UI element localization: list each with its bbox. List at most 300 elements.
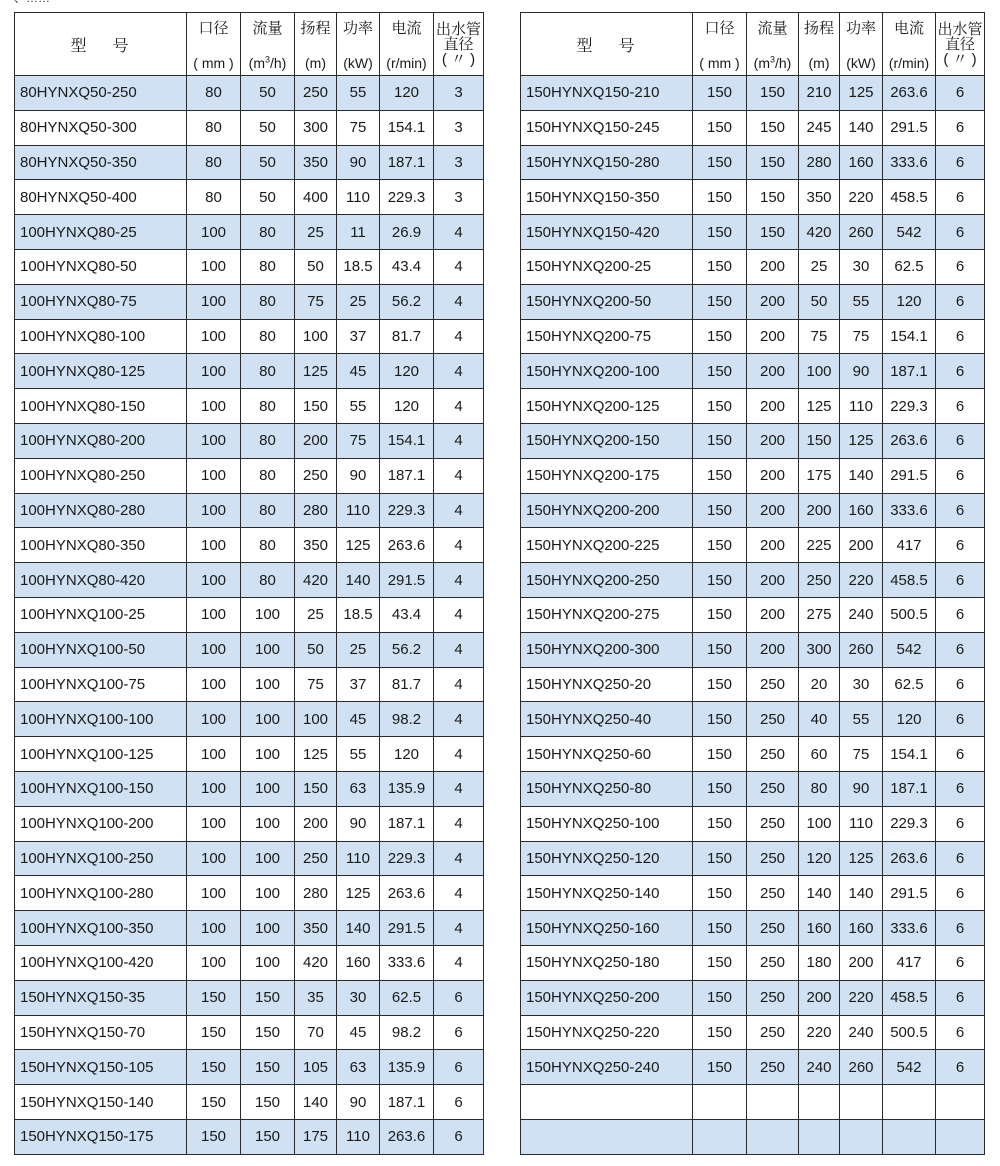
table-row bbox=[15, 493, 484, 528]
table-row bbox=[15, 319, 484, 354]
head-cell: 120 bbox=[799, 841, 840, 876]
flow-cell: 50 bbox=[241, 76, 295, 111]
speed-cell: 187.1 bbox=[380, 145, 434, 180]
table-row bbox=[15, 180, 484, 215]
speed-cell: 81.7 bbox=[380, 319, 434, 354]
table-row bbox=[15, 215, 484, 250]
diameter-cell: 100 bbox=[187, 423, 241, 458]
head-cell: 100 bbox=[799, 354, 840, 389]
diameter-cell: 150 bbox=[187, 1119, 241, 1154]
model-cell: 80HYNXQ50-250 bbox=[15, 76, 187, 111]
flow-cell: 250 bbox=[747, 771, 799, 806]
power-cell: 18.5 bbox=[337, 249, 380, 284]
flow-cell: 150 bbox=[747, 110, 799, 145]
flow-cell: 250 bbox=[747, 911, 799, 946]
head-cell: 100 bbox=[799, 806, 840, 841]
speed-cell: 263.6 bbox=[380, 876, 434, 911]
flow-cell: 100 bbox=[241, 737, 295, 772]
diameter-cell: 150 bbox=[693, 911, 747, 946]
outlet-cell: 4 bbox=[434, 528, 484, 563]
flow-cell: 80 bbox=[241, 458, 295, 493]
diameter-cell: 150 bbox=[693, 1050, 747, 1085]
head-cell: 240 bbox=[799, 1050, 840, 1085]
power-cell: 25 bbox=[337, 632, 380, 667]
head-cell: 100 bbox=[295, 702, 337, 737]
diameter-cell: 150 bbox=[693, 945, 747, 980]
model-cell: 150HYNXQ250-180 bbox=[521, 945, 693, 980]
flow-cell: 80 bbox=[241, 389, 295, 424]
flow-cell: 50 bbox=[241, 180, 295, 215]
model-cell: 80HYNXQ50-300 bbox=[15, 110, 187, 145]
speed-cell: 56.2 bbox=[380, 284, 434, 319]
outlet-cell: 6 bbox=[936, 1015, 985, 1050]
diameter-cell: 80 bbox=[187, 110, 241, 145]
head-cell: 250 bbox=[799, 563, 840, 598]
flow-cell: 100 bbox=[241, 911, 295, 946]
flow-cell: 100 bbox=[241, 667, 295, 702]
power-cell: 25 bbox=[337, 284, 380, 319]
model-cell: 150HYNXQ200-75 bbox=[521, 319, 693, 354]
speed-cell bbox=[883, 1119, 936, 1154]
outlet-cell: 6 bbox=[936, 841, 985, 876]
flow-cell: 200 bbox=[747, 389, 799, 424]
power-cell: 140 bbox=[337, 563, 380, 598]
outlet-cell: 6 bbox=[936, 667, 985, 702]
flow-cell: 80 bbox=[241, 354, 295, 389]
diameter-cell: 100 bbox=[187, 876, 241, 911]
outlet-cell: 4 bbox=[434, 597, 484, 632]
model-cell: 150HYNXQ250-200 bbox=[521, 980, 693, 1015]
model-cell: 150HYNXQ200-225 bbox=[521, 528, 693, 563]
outlet-cell: 6 bbox=[936, 76, 985, 111]
head-cell: 25 bbox=[295, 597, 337, 632]
power-cell: 45 bbox=[337, 702, 380, 737]
diameter-cell: 100 bbox=[187, 667, 241, 702]
cropped-heading-fragment bbox=[14, 0, 84, 5]
outlet-cell: 6 bbox=[434, 1119, 484, 1154]
speed-cell: 291.5 bbox=[380, 911, 434, 946]
table-row bbox=[15, 563, 484, 598]
speed-cell: 120 bbox=[883, 284, 936, 319]
model-cell: 100HYNXQ100-280 bbox=[15, 876, 187, 911]
table-row bbox=[15, 110, 484, 145]
table-row bbox=[15, 389, 484, 424]
head-cell: 50 bbox=[295, 249, 337, 284]
power-cell: 260 bbox=[840, 1050, 883, 1085]
flow-cell: 80 bbox=[241, 563, 295, 598]
speed-cell: 120 bbox=[380, 389, 434, 424]
model-cell bbox=[521, 1119, 693, 1154]
speed-cell: 500.5 bbox=[883, 597, 936, 632]
diameter-cell: 150 bbox=[693, 737, 747, 772]
power-cell: 160 bbox=[840, 145, 883, 180]
table-row bbox=[15, 1119, 484, 1154]
speed-cell: 56.2 bbox=[380, 632, 434, 667]
header-model: 型 号 bbox=[15, 13, 187, 76]
power-cell: 45 bbox=[337, 1015, 380, 1050]
table-header-row bbox=[521, 13, 985, 76]
speed-cell: 263.6 bbox=[380, 1119, 434, 1154]
power-cell: 110 bbox=[337, 180, 380, 215]
speed-cell: 417 bbox=[883, 945, 936, 980]
speed-cell: 43.4 bbox=[380, 597, 434, 632]
speed-cell: 135.9 bbox=[380, 1050, 434, 1085]
power-cell: 75 bbox=[337, 110, 380, 145]
flow-cell: 200 bbox=[747, 493, 799, 528]
head-cell: 350 bbox=[799, 180, 840, 215]
head-cell: 125 bbox=[295, 354, 337, 389]
spec-table-left bbox=[14, 12, 484, 1155]
table-row bbox=[521, 110, 985, 145]
power-cell: 110 bbox=[840, 806, 883, 841]
flow-cell: 80 bbox=[241, 493, 295, 528]
header-power: 功率 (kW) bbox=[840, 13, 883, 76]
table-row bbox=[521, 597, 985, 632]
table-row bbox=[15, 597, 484, 632]
outlet-cell: 6 bbox=[936, 458, 985, 493]
outlet-cell: 6 bbox=[936, 528, 985, 563]
model-cell: 150HYNXQ200-150 bbox=[521, 423, 693, 458]
model-cell: 100HYNXQ100-150 bbox=[15, 771, 187, 806]
outlet-cell: 6 bbox=[936, 493, 985, 528]
spec-table-right bbox=[520, 12, 985, 1155]
model-cell: 150HYNXQ150-245 bbox=[521, 110, 693, 145]
table-row bbox=[521, 632, 985, 667]
head-cell: 250 bbox=[295, 841, 337, 876]
diameter-cell: 150 bbox=[693, 249, 747, 284]
outlet-cell: 6 bbox=[936, 876, 985, 911]
diameter-cell: 150 bbox=[693, 423, 747, 458]
outlet-cell: 4 bbox=[434, 911, 484, 946]
model-cell: 150HYNXQ200-275 bbox=[521, 597, 693, 632]
diameter-cell: 80 bbox=[187, 145, 241, 180]
power-cell: 75 bbox=[840, 737, 883, 772]
table-body-right bbox=[521, 76, 985, 1155]
speed-cell: 43.4 bbox=[380, 249, 434, 284]
speed-cell: 458.5 bbox=[883, 563, 936, 598]
model-cell: 100HYNXQ100-420 bbox=[15, 945, 187, 980]
head-cell: 105 bbox=[295, 1050, 337, 1085]
outlet-cell: 6 bbox=[936, 980, 985, 1015]
speed-cell bbox=[883, 1085, 936, 1120]
table-row bbox=[521, 1015, 985, 1050]
outlet-cell: 6 bbox=[936, 423, 985, 458]
outlet-cell: 4 bbox=[434, 458, 484, 493]
flow-cell: 150 bbox=[241, 1050, 295, 1085]
flow-cell: 200 bbox=[747, 354, 799, 389]
power-cell bbox=[840, 1119, 883, 1154]
flow-cell: 50 bbox=[241, 145, 295, 180]
power-cell: 110 bbox=[337, 493, 380, 528]
outlet-cell: 6 bbox=[936, 145, 985, 180]
head-cell: 150 bbox=[295, 389, 337, 424]
diameter-cell: 150 bbox=[693, 806, 747, 841]
model-cell: 150HYNXQ150-70 bbox=[15, 1015, 187, 1050]
table-row bbox=[521, 493, 985, 528]
model-cell: 100HYNXQ80-25 bbox=[15, 215, 187, 250]
flow-cell bbox=[747, 1085, 799, 1120]
header-diameter: 口径 ( mm ) bbox=[693, 13, 747, 76]
head-cell: 200 bbox=[799, 980, 840, 1015]
speed-cell: 120 bbox=[380, 76, 434, 111]
power-cell: 220 bbox=[840, 563, 883, 598]
speed-cell: 333.6 bbox=[883, 145, 936, 180]
head-cell: 175 bbox=[295, 1119, 337, 1154]
diameter-cell: 100 bbox=[187, 389, 241, 424]
head-cell: 140 bbox=[295, 1085, 337, 1120]
outlet-cell: 4 bbox=[434, 806, 484, 841]
model-cell: 100HYNXQ100-250 bbox=[15, 841, 187, 876]
outlet-cell: 6 bbox=[936, 597, 985, 632]
table-row bbox=[521, 702, 985, 737]
head-cell: 150 bbox=[295, 771, 337, 806]
power-cell: 110 bbox=[840, 389, 883, 424]
header-head: 扬程 (m) bbox=[799, 13, 840, 76]
speed-cell: 417 bbox=[883, 528, 936, 563]
model-cell: 100HYNXQ80-350 bbox=[15, 528, 187, 563]
flow-cell: 250 bbox=[747, 667, 799, 702]
diameter-cell: 100 bbox=[187, 354, 241, 389]
flow-cell: 250 bbox=[747, 841, 799, 876]
flow-cell: 100 bbox=[241, 632, 295, 667]
diameter-cell: 150 bbox=[187, 1015, 241, 1050]
model-cell: 150HYNXQ250-120 bbox=[521, 841, 693, 876]
outlet-cell: 4 bbox=[434, 215, 484, 250]
power-cell: 125 bbox=[840, 423, 883, 458]
outlet-cell: 6 bbox=[936, 249, 985, 284]
speed-cell: 154.1 bbox=[380, 423, 434, 458]
diameter-cell: 100 bbox=[187, 215, 241, 250]
head-cell: 200 bbox=[295, 423, 337, 458]
outlet-cell: 6 bbox=[936, 806, 985, 841]
speed-cell: 542 bbox=[883, 632, 936, 667]
outlet-cell: 3 bbox=[434, 180, 484, 215]
model-cell: 150HYNXQ200-50 bbox=[521, 284, 693, 319]
table-row bbox=[15, 945, 484, 980]
head-cell: 210 bbox=[799, 76, 840, 111]
speed-cell: 291.5 bbox=[883, 458, 936, 493]
flow-cell: 150 bbox=[747, 76, 799, 111]
head-cell: 40 bbox=[799, 702, 840, 737]
head-cell: 140 bbox=[799, 876, 840, 911]
outlet-cell: 6 bbox=[936, 737, 985, 772]
header-flow: 流量 $(m^3/h)$ bbox=[747, 13, 799, 76]
power-cell: 90 bbox=[337, 458, 380, 493]
speed-cell: 333.6 bbox=[883, 911, 936, 946]
model-cell: 150HYNXQ200-250 bbox=[521, 563, 693, 598]
power-cell: 55 bbox=[337, 737, 380, 772]
flow-cell: 200 bbox=[747, 319, 799, 354]
outlet-cell: 6 bbox=[936, 702, 985, 737]
model-cell: 100HYNXQ80-420 bbox=[15, 563, 187, 598]
speed-cell: 458.5 bbox=[883, 180, 936, 215]
outlet-cell: 3 bbox=[434, 76, 484, 111]
model-cell: 150HYNXQ150-175 bbox=[15, 1119, 187, 1154]
model-cell: 80HYNXQ50-400 bbox=[15, 180, 187, 215]
outlet-cell: 4 bbox=[434, 249, 484, 284]
speed-cell: 187.1 bbox=[883, 771, 936, 806]
model-cell: 100HYNXQ80-150 bbox=[15, 389, 187, 424]
speed-cell: 62.5 bbox=[380, 980, 434, 1015]
speed-cell: 333.6 bbox=[883, 493, 936, 528]
table-row bbox=[521, 911, 985, 946]
head-cell: 20 bbox=[799, 667, 840, 702]
flow-cell: 150 bbox=[747, 145, 799, 180]
table-row bbox=[521, 145, 985, 180]
speed-cell: 291.5 bbox=[883, 110, 936, 145]
table-row bbox=[15, 1050, 484, 1085]
speed-cell: 154.1 bbox=[883, 319, 936, 354]
model-cell: 100HYNXQ100-350 bbox=[15, 911, 187, 946]
power-cell: 125 bbox=[337, 876, 380, 911]
table-row bbox=[15, 771, 484, 806]
diameter-cell: 150 bbox=[693, 319, 747, 354]
head-cell bbox=[799, 1119, 840, 1154]
model-cell: 100HYNXQ80-50 bbox=[15, 249, 187, 284]
power-cell: 160 bbox=[337, 945, 380, 980]
flow-cell: 100 bbox=[241, 841, 295, 876]
model-cell: 80HYNXQ50-350 bbox=[15, 145, 187, 180]
power-cell: 37 bbox=[337, 319, 380, 354]
flow-cell bbox=[747, 1119, 799, 1154]
speed-cell: 542 bbox=[883, 215, 936, 250]
power-cell: 200 bbox=[840, 945, 883, 980]
head-cell: 25 bbox=[799, 249, 840, 284]
table-row bbox=[521, 771, 985, 806]
flow-cell: 250 bbox=[747, 702, 799, 737]
table-row bbox=[15, 737, 484, 772]
flow-cell: 250 bbox=[747, 1050, 799, 1085]
diameter-cell: 150 bbox=[187, 1050, 241, 1085]
diameter-cell: 150 bbox=[693, 841, 747, 876]
outlet-cell: 6 bbox=[936, 389, 985, 424]
table-row bbox=[15, 1085, 484, 1120]
outlet-cell: 6 bbox=[936, 911, 985, 946]
diameter-cell: 100 bbox=[187, 945, 241, 980]
header-diameter: 口径 ( mm ) bbox=[187, 13, 241, 76]
flow-cell: 200 bbox=[747, 458, 799, 493]
outlet-cell: 6 bbox=[434, 1015, 484, 1050]
table-row bbox=[15, 1015, 484, 1050]
outlet-cell: 4 bbox=[434, 423, 484, 458]
outlet-cell: 4 bbox=[434, 389, 484, 424]
header-flow: 流量 $(m^3/h)$ bbox=[241, 13, 295, 76]
diameter-cell: 100 bbox=[187, 702, 241, 737]
outlet-cell: 4 bbox=[434, 493, 484, 528]
speed-cell: 229.3 bbox=[380, 180, 434, 215]
head-cell: 80 bbox=[799, 771, 840, 806]
diameter-cell: 100 bbox=[187, 597, 241, 632]
speed-cell: 187.1 bbox=[380, 458, 434, 493]
power-cell: 63 bbox=[337, 771, 380, 806]
diameter-cell: 150 bbox=[693, 76, 747, 111]
table-row bbox=[15, 911, 484, 946]
head-cell: 420 bbox=[295, 563, 337, 598]
flow-cell: 200 bbox=[747, 597, 799, 632]
flow-cell: 150 bbox=[241, 1085, 295, 1120]
speed-cell: 291.5 bbox=[883, 876, 936, 911]
model-cell: 150HYNXQ150-420 bbox=[521, 215, 693, 250]
flow-cell: 250 bbox=[747, 737, 799, 772]
head-cell: 420 bbox=[295, 945, 337, 980]
speed-cell: 187.1 bbox=[380, 806, 434, 841]
outlet-cell: 6 bbox=[434, 1050, 484, 1085]
head-cell: 180 bbox=[799, 945, 840, 980]
speed-cell: 98.2 bbox=[380, 702, 434, 737]
diameter-cell: 80 bbox=[187, 76, 241, 111]
diameter-cell: 150 bbox=[693, 563, 747, 598]
head-cell: 250 bbox=[295, 458, 337, 493]
flow-cell: 80 bbox=[241, 528, 295, 563]
power-cell: 18.5 bbox=[337, 597, 380, 632]
diameter-cell: 150 bbox=[693, 389, 747, 424]
table-row bbox=[521, 180, 985, 215]
outlet-cell bbox=[936, 1119, 985, 1154]
diameter-cell: 150 bbox=[693, 458, 747, 493]
power-cell: 30 bbox=[840, 667, 883, 702]
head-cell: 125 bbox=[799, 389, 840, 424]
head-cell: 225 bbox=[799, 528, 840, 563]
head-cell: 50 bbox=[799, 284, 840, 319]
speed-cell: 458.5 bbox=[883, 980, 936, 1015]
table-row bbox=[15, 841, 484, 876]
table-row bbox=[521, 76, 985, 111]
header-head: 扬程 (m) bbox=[295, 13, 337, 76]
head-cell: 245 bbox=[799, 110, 840, 145]
head-cell: 75 bbox=[799, 319, 840, 354]
flow-cell: 200 bbox=[747, 284, 799, 319]
header-speed: 电流 (r/min) bbox=[380, 13, 434, 76]
model-cell: 100HYNXQ100-25 bbox=[15, 597, 187, 632]
diameter-cell bbox=[693, 1085, 747, 1120]
flow-cell: 80 bbox=[241, 423, 295, 458]
outlet-cell: 6 bbox=[936, 215, 985, 250]
outlet-cell: 4 bbox=[434, 563, 484, 598]
power-cell: 140 bbox=[840, 110, 883, 145]
speed-cell: 229.3 bbox=[380, 841, 434, 876]
table-row bbox=[15, 702, 484, 737]
power-cell: 55 bbox=[840, 284, 883, 319]
flow-cell: 100 bbox=[241, 806, 295, 841]
diameter-cell: 100 bbox=[187, 911, 241, 946]
model-cell: 100HYNXQ80-75 bbox=[15, 284, 187, 319]
diameter-cell: 150 bbox=[693, 354, 747, 389]
outlet-cell: 6 bbox=[936, 180, 985, 215]
power-cell: 45 bbox=[337, 354, 380, 389]
flow-cell: 100 bbox=[241, 702, 295, 737]
head-cell: 35 bbox=[295, 980, 337, 1015]
outlet-cell: 6 bbox=[936, 319, 985, 354]
speed-cell: 135.9 bbox=[380, 771, 434, 806]
outlet-cell bbox=[936, 1085, 985, 1120]
power-cell: 90 bbox=[337, 145, 380, 180]
outlet-cell: 4 bbox=[434, 771, 484, 806]
speed-cell: 229.3 bbox=[380, 493, 434, 528]
speed-cell: 229.3 bbox=[883, 806, 936, 841]
table-row bbox=[15, 458, 484, 493]
power-cell: 140 bbox=[840, 458, 883, 493]
table-row bbox=[15, 876, 484, 911]
flow-cell: 250 bbox=[747, 876, 799, 911]
diameter-cell: 150 bbox=[693, 980, 747, 1015]
diameter-cell bbox=[693, 1119, 747, 1154]
speed-cell: 81.7 bbox=[380, 667, 434, 702]
flow-cell: 100 bbox=[241, 771, 295, 806]
table-row bbox=[15, 284, 484, 319]
diameter-cell: 150 bbox=[693, 632, 747, 667]
table-row bbox=[15, 667, 484, 702]
diameter-cell: 100 bbox=[187, 458, 241, 493]
